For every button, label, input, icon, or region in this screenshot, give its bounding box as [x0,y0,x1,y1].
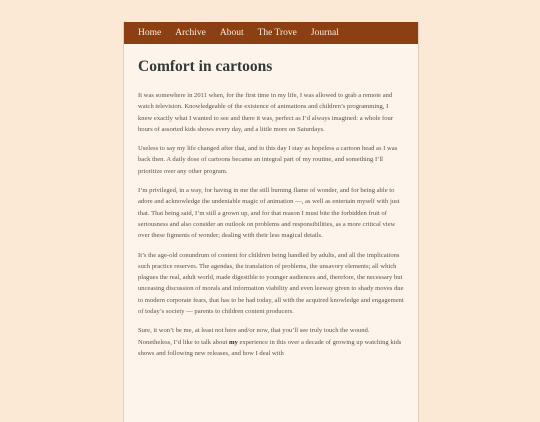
nav-about[interactable]: About [219,28,244,38]
top-nav [124,22,418,44]
page-container [123,22,419,422]
paragraph-text: Sure, it won’t be me, at least not here and/or now, that you’ll see truly touch the wound. Nonetheless, I’d like to talk about [138,327,370,346]
article-title: Comfort in cartoons [138,58,273,75]
paragraph-text: experience in this over a decade of growing up watching kids shows and following new releases, and how I deal with [138,338,402,357]
nav-the-trove[interactable]: The Trove [257,28,297,38]
article [124,44,418,359]
article-paragraph: I’m privileged, in a way, for having in me the still burning flame of wonder, and for being able to adore and acknowledge the undeniable magic of animation —, as well as entertain myself with just that. That being said, I’m still a grown up, and for that reason I must bite the forbidden fruit of seriousness and also consider an outlook on problems and responsibilities, as a more critical view over these figments of wonder; dealing with their less magical details. [138,187,400,240]
article-paragraph: It’s the age-old conundrum of content for children being handled by adults, and all the implications such practice reserves. The agendas, the translation of problems, the unsavory elements; all which plagues the real, adult world, made digestible to younger audiences and, therefore, the necessary but unceasing discussion of morals and information viability and even leeway given to shady moves due to modern corporate fears, that has to be had today, all with the acquired knowledge and engagement of today’s society — parents to children content producers. [138,251,404,316]
nav-archive[interactable]: Archive [175,28,206,38]
article-paragraph: Useless to say my life changed after that, and to this day I stay as hopeless a cartoon head as I was back then. A daily dose of cartoons became an integral part of my routine, and something I’ll prioritize over any other program. [138,145,398,175]
article-paragraph [138,325,404,359]
article-paragraph: It was somewhere in 2011 when, for the first time in my life, I was allowed to grab a remote and watch television. Knowledgeable of the existence of animations and children’s programming, I knew exactly what I wanted to see and there it was, perfect as I’d always imagined: a whole four hours of assorted kids shows every day, and a little more on Saturdays. [138,92,394,133]
nav-home[interactable]: Home [138,28,162,38]
nav-journal[interactable]: Journal [310,28,339,38]
paragraph-emphasis: my [229,338,238,346]
